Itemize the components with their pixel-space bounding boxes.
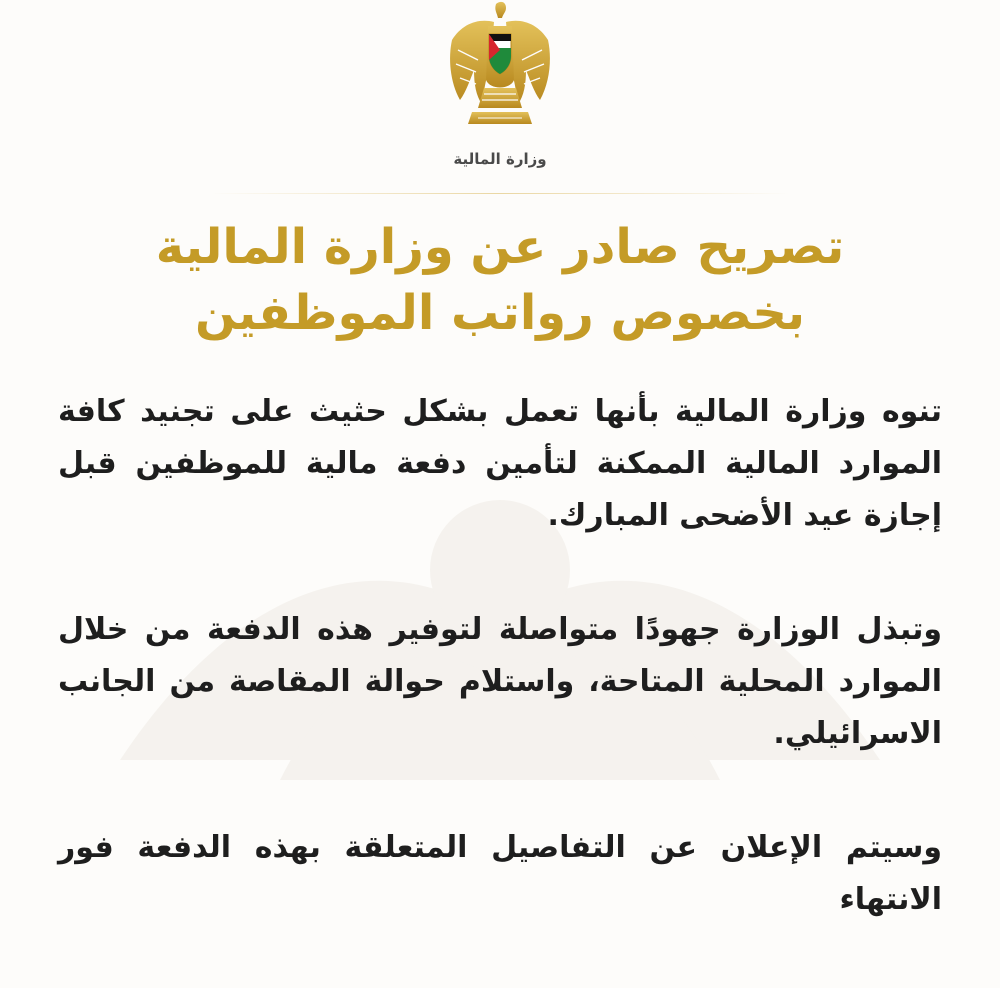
statement-title: تصريح صادر عن وزارة المالية بخصوص رواتب الموظفين	[155, 219, 845, 341]
letterhead	[0, 0, 1000, 190]
ministry-name: وزارة المالية	[453, 150, 547, 168]
paragraph-1: تنوه وزارة المالية بأنها تعمل بشكل حثيث على تجنيد كافة الموارد المالية الممكنة لتأمين دفعة مالية للموظفين قبل إجازة عيد الأضحى المبارك.	[58, 394, 942, 533]
palestinian-eagle-emblem-icon	[444, 0, 556, 134]
paragraph-2: وتبذل الوزارة جهودًا متواصلة لتوفير هذه الدفعة من خلال الموارد المحلية المتاحة، واستلام حوالة المقاصة من الجانب الاسرائيلي.	[58, 612, 942, 751]
statement-body	[58, 386, 942, 988]
header-divider	[210, 193, 790, 194]
paragraph-3: وسيتم الإعلان عن التفاصيل المتعلقة بهذه الدفعة فور الانتهاء	[58, 830, 942, 917]
